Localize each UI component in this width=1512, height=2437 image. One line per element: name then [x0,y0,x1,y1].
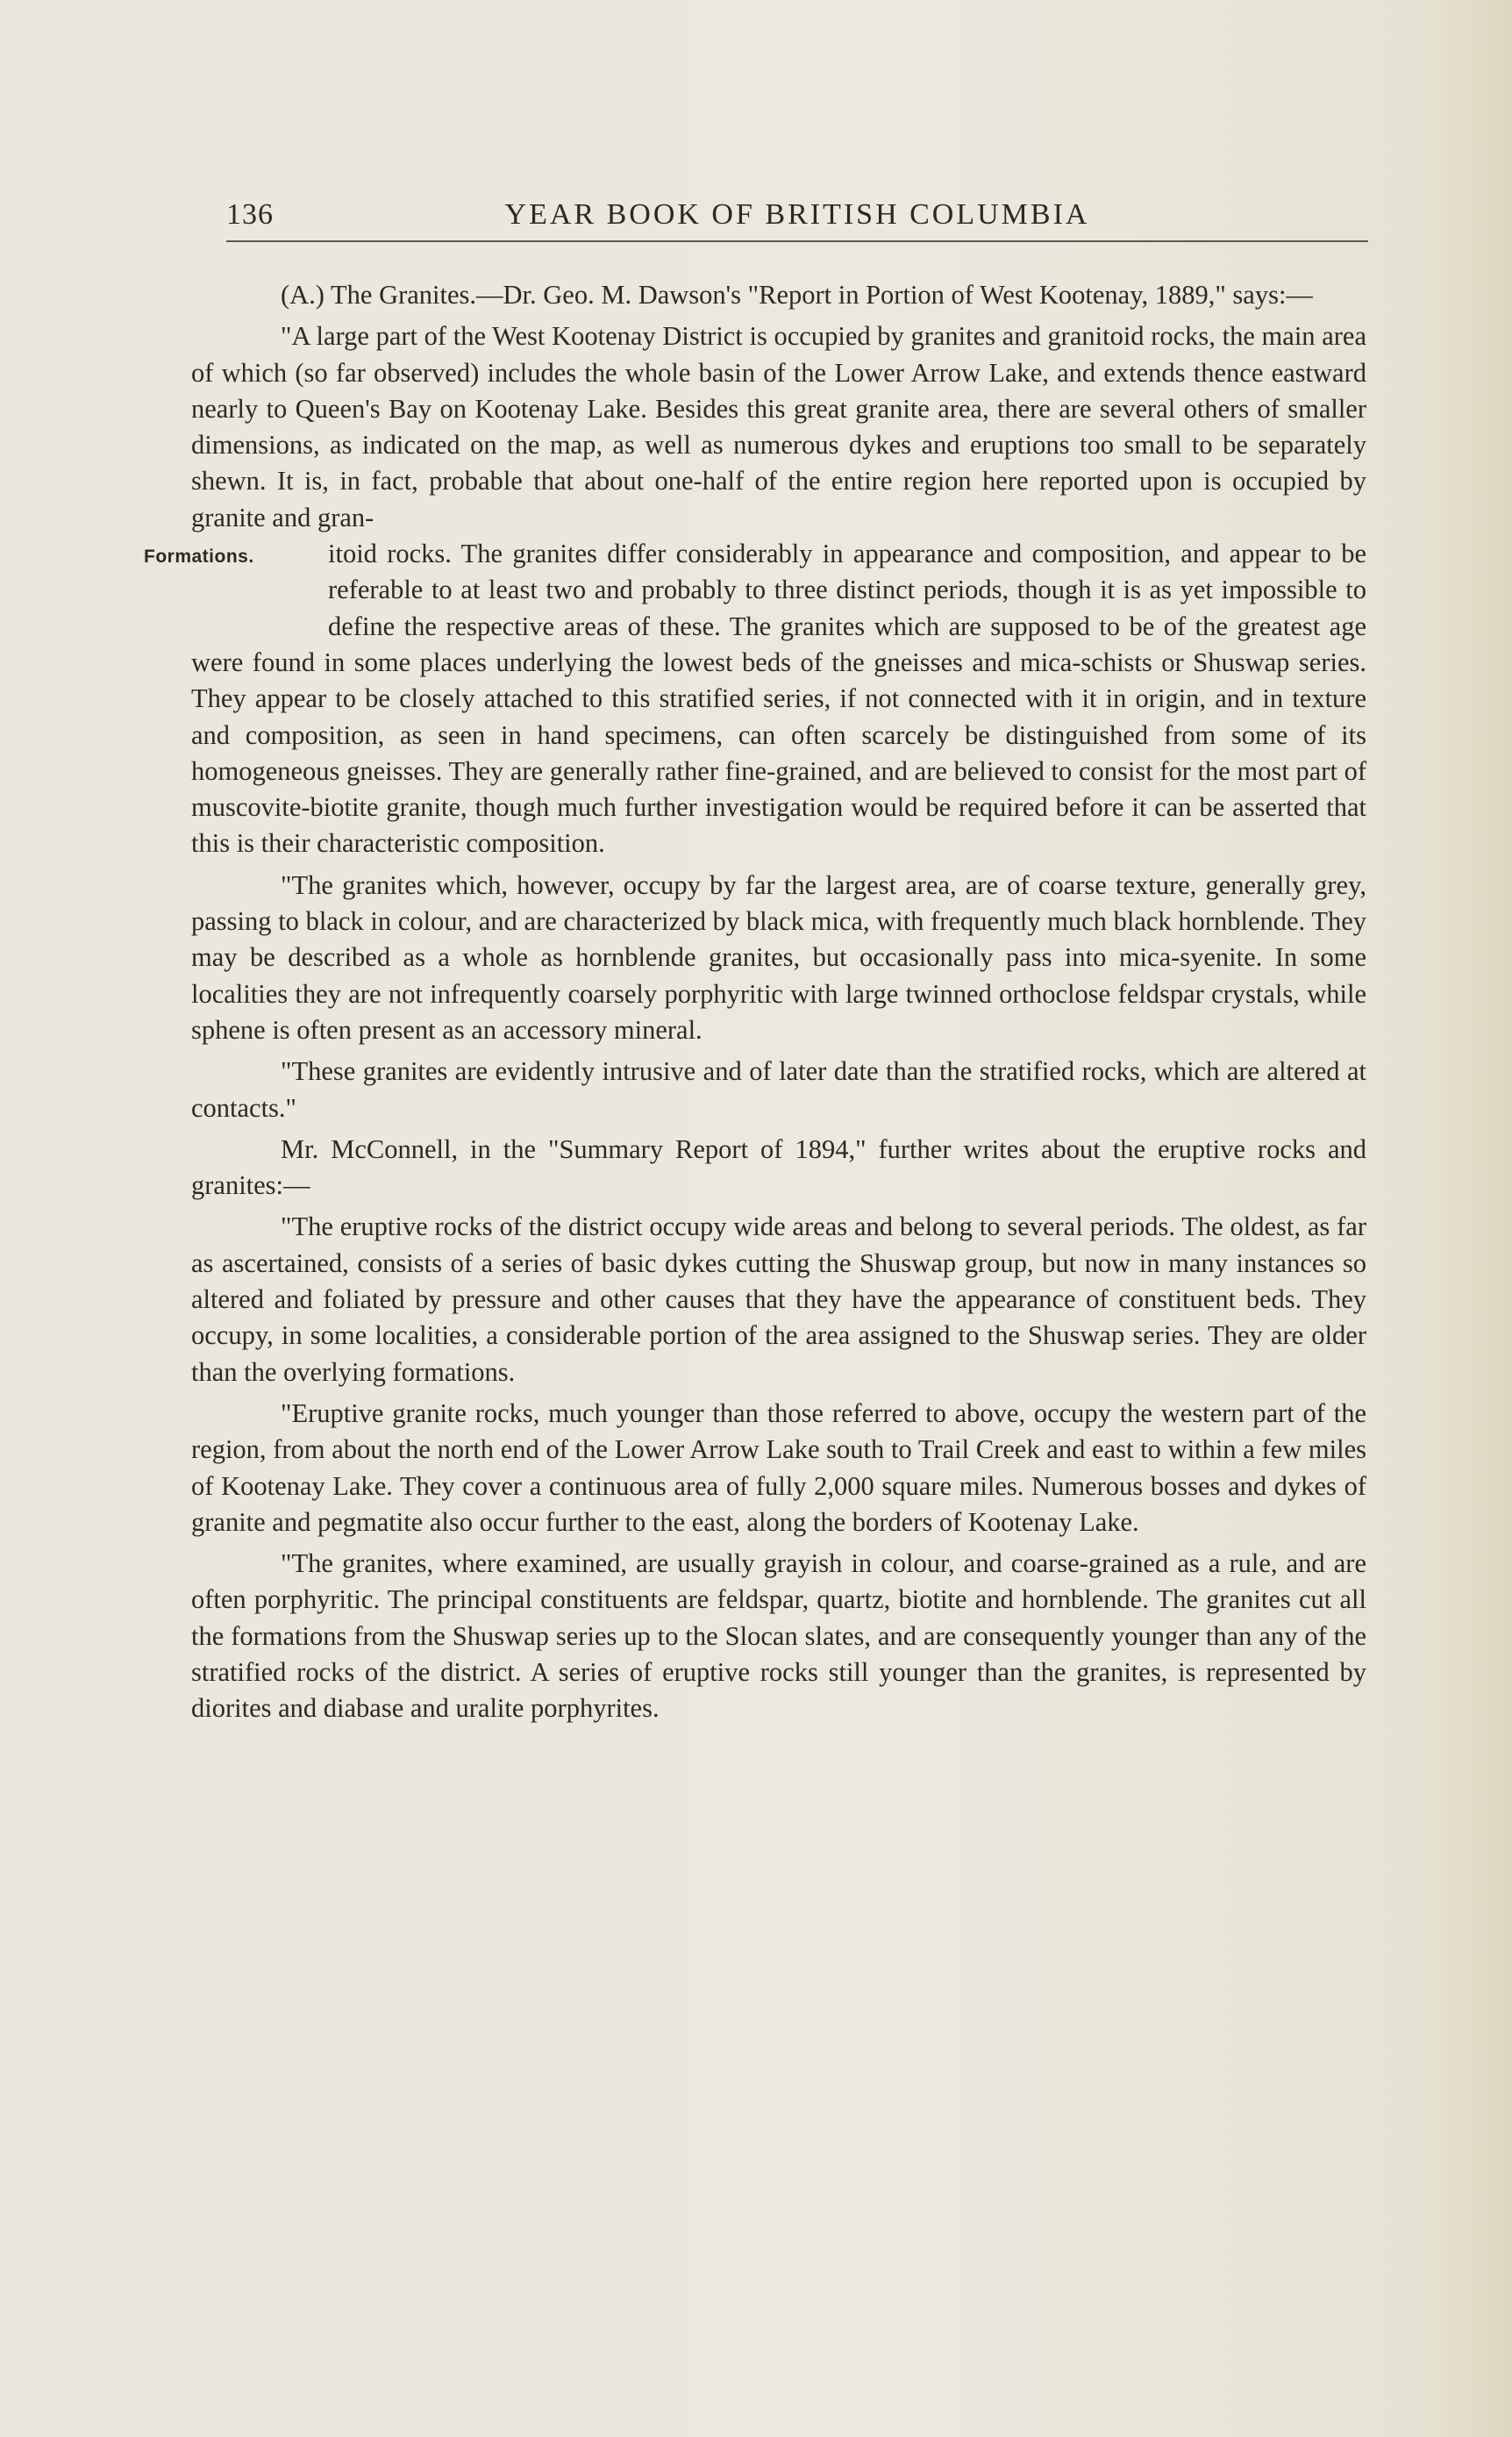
paragraph-eruptive-rocks: "The eruptive rocks of the district occupy wide areas and belong to several periods. The oldest, as far as ascertained, consists of a series of basic dykes cutting the Shuswap group, but now in many instances so altered and foliated by pressure and other causes that they have the appearance of constituent beds. They occupy, in some localities, a considerable portion of the area assigned to the Shuswap series. They are older than the overlying formations. [191,1211,1366,1387]
paragraph-intrusive-granites: "These granites are evidently intrusive and of later date than the stratified rocks, which are altered at contacts." [191,1056,1366,1123]
paragraph-eruptive-granite: "Eruptive granite rocks, much younger than those referred to above, occupy the western part of the region, from about the north end of the Lower Arrow Lake south to Trail Creek and east to within a few miles of Kootenay Lake. They cover a continuous area of fully 2,000 square miles. Numerous bosses and dykes of granite and pegmatite also occur further to the east, along the borders of Kootenay Lake. [191,1397,1366,1537]
page-number: 136 [226,198,274,231]
paragraph-granites-intro: (A.) The Granites.—Dr. Geo. M. Dawson's "Report in Portion of West Kootenay, 1889," says:— [281,280,1313,310]
paragraph-hornblende-granites: "The granites which, however, occupy by far the largest area, are of coarse texture, generally grey, passing to black in colour, and are characterized by black mica, with frequently much black hornblende. They may be described as a whole as hornblende granites, but occasionally pass into mica-syenite. In some localities they are not infrequently coarsely porphyritic with large twinned orthoclose feldspar crystals, while sphene is often present as an accessory mineral. [191,869,1366,1045]
margin-note [102,536,328,610]
paragraph-continuation-text: itoid rocks. The granites differ considerably in appearance and composition, and appear to be referable to at least two and probably to three distinct periods, though it is as yet impossible to define the respective areas of these. The granites which are supposed to be of the greatest age were found in some places underlying the lowest beds of the gneisses and mica-schists or Shuswap series. They appear to be closely attached to this stratified series, if not connected with it in origin, and in texture and composition, as seen in hand specimens, can often scarcely be distinguished from some of its homogeneous gneisses. They are generally rather fine-grained, and are believed to consist for the most part of muscovite-biotite granite, though much further investigation would be required before it can be asserted that this is their characteristic composition. [191,539,1366,859]
running-title: YEAR BOOK OF BRITISH COLUMBIA [504,198,1090,231]
paragraph-granite-composition: "The granites, where examined, are usually grayish in colour, and coarse-grained as a rule, and are often porphyritic. The principal constituents are feldspar, quartz, biotite and hornblende. The granites cut all the formations from the Shuswap series up to the Slocan slates, and are consequently younger than any of the stratified rocks of the district. A series of eruptive rocks still younger than the granites, is represented by diorites and diabase and uralite porphyrites. [191,1548,1366,1724]
page-header [226,195,1368,242]
body-text [144,277,1366,1733]
paragraph-dawson-quote: "A large part of the West Kootenay District is occupied by granites and granitoid rocks, the main area of which (so far observed) includes the whole basin of the Lower Arrow Lake, and extends thence eastward nearly to Queen's Bay on Kootenay Lake. Besides this great granite area, there are several others of smaller dimensions, as indicated on the map, as well as numerous dykes and eruptions too small to be separately shewn. It is, in fact, probable that about one-half of the entire region here reported upon is occupied by granite and gran- [191,321,1366,532]
margin-note-text: Formations. [144,547,254,568]
paragraph-mcconnell-intro: Mr. McConnell, in the "Summary Report of 1894," further writes about the eruptive rocks and granites:— [191,1133,1366,1201]
paragraph-dawson-quote-continued [144,536,1366,862]
